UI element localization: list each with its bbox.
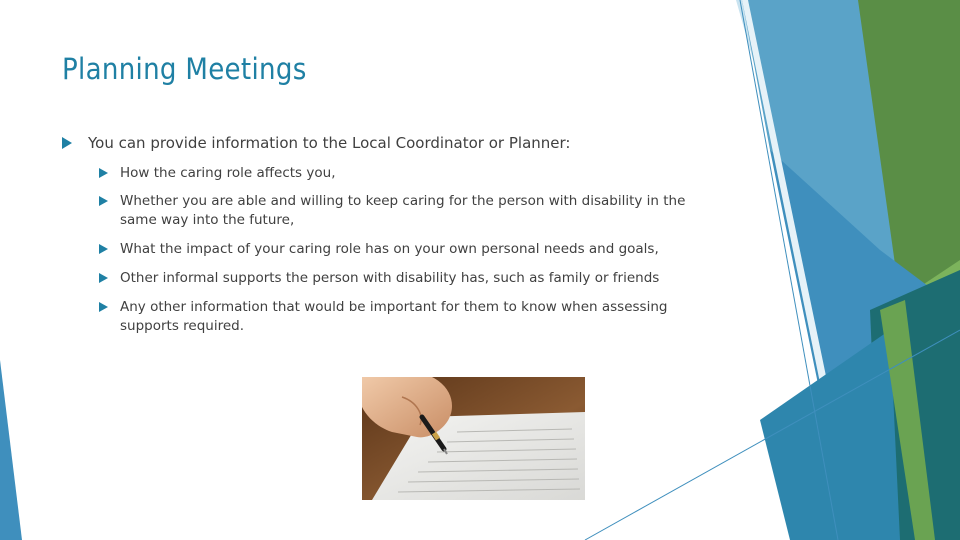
main-bullet-text: You can provide information to the Local Coordinator or Planner:	[88, 134, 571, 152]
triangle-bullet-icon	[99, 196, 108, 206]
facet-left-edge	[0, 360, 22, 540]
sub-bullet	[99, 240, 710, 259]
triangle-bullet-icon	[99, 168, 108, 178]
signing-photo	[362, 377, 585, 500]
triangle-bullet-icon	[99, 302, 108, 312]
sub-bullet	[99, 269, 710, 288]
main-bullet	[62, 134, 688, 153]
sub-bullet-text: What the impact of your caring role has on your own personal needs and goals,	[120, 241, 659, 257]
triangle-bullet-icon	[62, 137, 72, 149]
slide-title: Planning Meetings	[62, 52, 307, 86]
hand-signing-document-photo	[362, 377, 585, 500]
triangle-bullet-icon	[99, 244, 108, 254]
sub-bullet-text: Whether you are able and willing to keep caring for the person with disability in the same way into the future,	[120, 193, 686, 228]
sub-bullet-text: Any other information that would be important for them to know when assessing supports required.	[120, 299, 668, 334]
sub-bullet-text: How the caring role affects you,	[120, 165, 336, 181]
sub-bullet	[99, 298, 710, 336]
triangle-bullet-icon	[99, 273, 108, 283]
sub-bullet-text: Other informal supports the person with disability has, such as family or friends	[120, 270, 660, 286]
sub-bullet	[99, 164, 710, 183]
sub-bullet	[99, 192, 710, 230]
